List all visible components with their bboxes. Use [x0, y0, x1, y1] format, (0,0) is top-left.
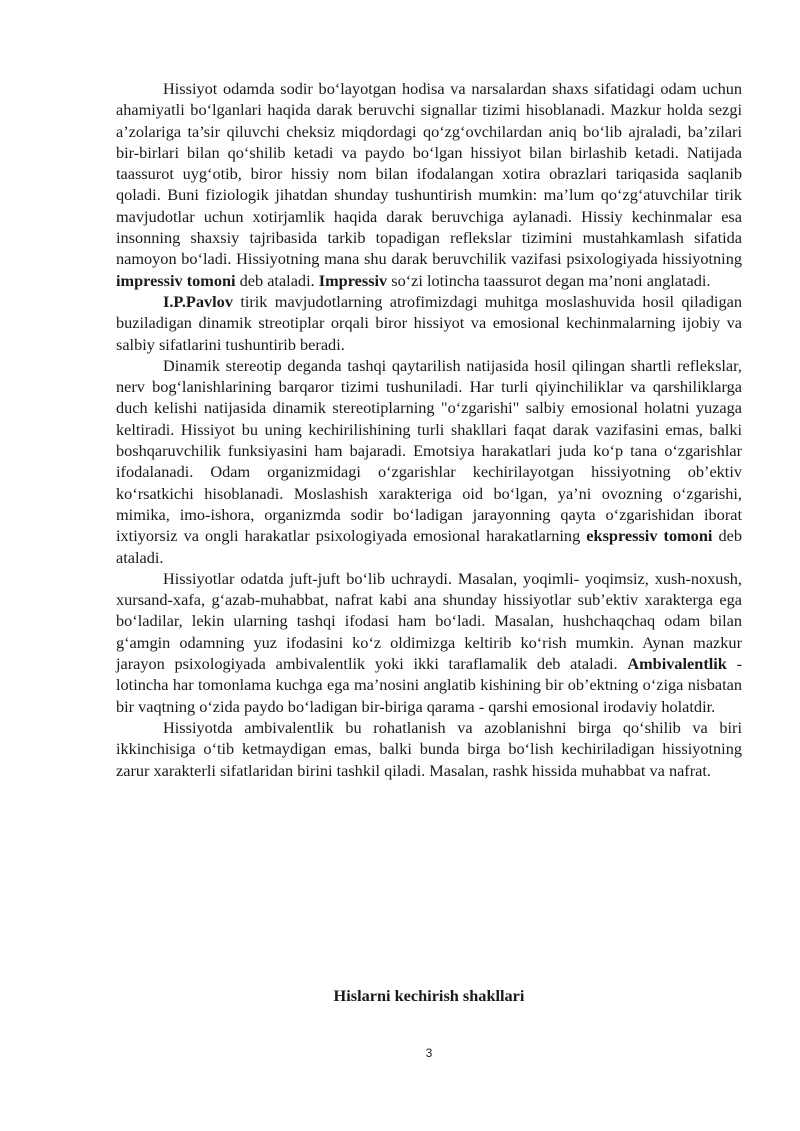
page-number: 3: [425, 1046, 433, 1060]
document-body: [116, 78, 742, 781]
paragraph-impressiv: Hissiyot odamda sodir bo‘layotgan hodisa va narsalardan shaxs sifatidagi odam uchun ahamiyatli bo‘lganlari haqida darak beruvchi signallar tizimi hisoblanadi. Mazkur holda sezgi a’zolariga ta’sir qiluvchi cheksiz miqdordagi qo‘zg‘ovchilardan aniq bo‘lib ajraladi, ba’zilari bir-birlari bilan qo‘shilib ketadi va paydo bo‘lgan hissiyot bilan birlashib ketadi. Natijada taassurot uyg‘otib, biror hissiy nom bilan ifodalangan xotira obrazlari tariqasida saqlanib qoladi. Buni fiziologik jihatdan shunday tushuntirish mumkin: ma’lum qo‘zg‘atuvchilar tirik mavjudotlar uchun xotirjamlik haqida darak beruvchiga aylanadi. Hissiy kechinmalar esa insonning shaxsiy tajribasida tarkib topadigan reflekslar tizimini mustahkamlash sifatida namoyon bo‘ladi. Hissiyotning mana shu darak beruvchilik vazifasi psixologiyada hissiyotning impressiv tomoni deb ataladi. Impressiv so‘zi lotincha taassurot degan ma’noni anglatadi.: [116, 79, 742, 290]
term-ambivalentlik: Ambivalentlik: [627, 654, 727, 674]
term-ekspressiv-tomoni: ekspressiv tomoni: [586, 526, 713, 546]
paragraph-juft-hissiyotlar: Hissiyotlar odatda juft-juft bo‘lib uchraydi. Masalan, yoqimli- yoqimsiz, xush-noxush, xursand-xafa, g‘azab-muhabbat, nafrat kabi ana shunday hissiyotlar sub’ektiv xarakterga ega bo‘ladilar, lekin ularning tashqi ifodasi ham bo‘ladi. Masalan, hushchaqchaq odam bilan g‘amgin odamning yuz ifodasini ko‘z oldimizga keltirib ko‘rish mumkin. Aynan mazkur jarayon psixologiyada ambivalentlik yoki ikki taraflamalik deb ataladi. Ambivalentlik - lotincha har tomonlama kuchga ega ma’nosini anglatib kishining bir ob’ektning o‘ziga nisbatan bir vaqtning o‘zida paydo bo‘ladigan bir-biriga qarama - qarshi emosional irodaviy holatdir.: [116, 568, 743, 716]
paragraph-pavlov: I.P.Pavlov tirik mavjudotlarning atrofimizdagi muhitga moslashuvida hosil qiladigan buziladigan dinamik streotiplar orqali biror hissiyot va emosional kechinmalarning ijobiy va salbiy sifatlarini tushuntirib beradi.: [116, 291, 742, 354]
paragraph-ambivalentlik: Hissiyotda ambivalentlik bu rohatlanish va azoblanishni birga qo‘shilib va biri ikkinchisiga o‘tib ketmaydigan emas, balki bunda birga bo‘lish kechiriladigan hissiyotning zarur xarakterli sifatlaridan birini tashkil qiladi. Masalan, rashk hissida muhabbat va nafrat.: [116, 717, 742, 780]
paragraph-stereotip: Dinamik stereotip deganda tashqi qaytarilish natijasida hosil qilingan shartli reflekslar, nerv bog‘lanishlarining barqaror tizimi tushuniladi. Har turli qiyinchiliklar va qarshiliklarga duch kelishi natijasida dinamik stereotiplarning "o‘zgarishi" salbiy emosional holatni yuzaga keltiradi. Hissiyot bu uning kechirilishining turli shakllari faqat darak vazifasini emas, balki boshqaruvchilik funksiyasini ham bajaradi. Emotsiya harakatlari juda ko‘p tana o‘zgarishlar ifodalanadi. Odam organizmidagi o‘zgarishlar kechirilayotgan hissiyotning ob’ektiv ko‘rsatkichi hisoblanadi. Moslashish xarakteriga oid bo‘lgan, ya’ni ovozning o‘zgarishi, mimika, imo-ishora, organizmda sodir bo‘ladigan jarayonning qayta o‘zgarishidan iborat ixtiyorsiz va ongli harakatlar psixologiyada emosional harakatlarning ekspressiv tomoni deb ataladi.: [116, 355, 742, 567]
term-impressiv-tomoni: impressiv tomoni: [116, 270, 236, 290]
name-pavlov: I.P.Pavlov: [163, 291, 233, 311]
section-heading: Hislarni kechirish shakllari: [333, 986, 525, 1005]
term-impressiv: Impressiv: [318, 270, 388, 290]
